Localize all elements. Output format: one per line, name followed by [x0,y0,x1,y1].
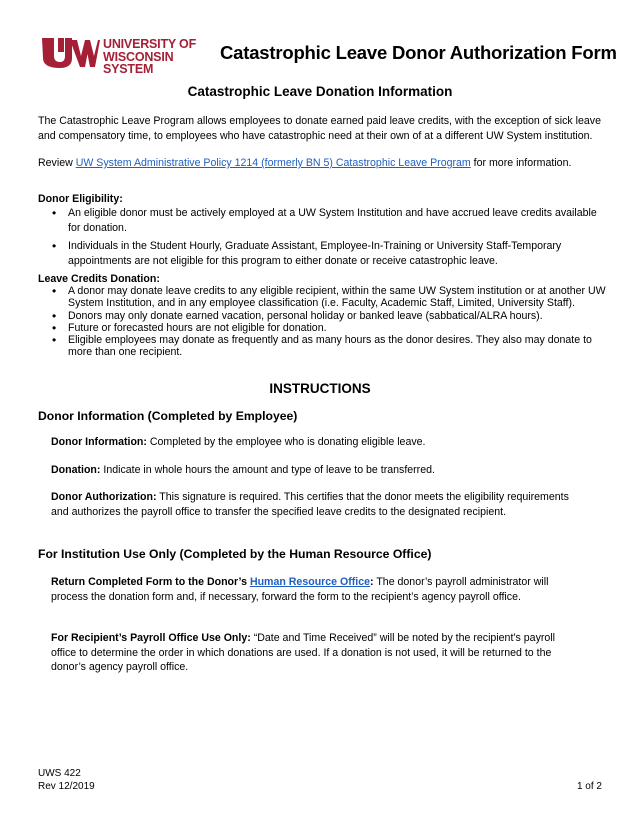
eligibility-heading: Donor Eligibility: [38,193,123,205]
logo-wordmark [103,38,210,76]
intro-paragraph: The Catastrophic Leave Program allows employees to donate earned paid leave credits, with the exception of sick leave and compensatory time, to employees who have catastrophic need at their own of at a different UW System institution. [38,115,601,142]
human-resource-office-link[interactable]: Human Resource Office [249,576,371,588]
info-heading: Catastrophic Leave Donation Information [187,84,453,99]
instruction-label: Donor Information: [51,436,147,448]
instruction-label-colon: : [370,576,374,588]
logo-line-2: WISCONSIN SYSTEM [103,49,174,76]
donor-section-heading: Donor Information (Completed by Employee) [38,409,298,423]
instructions-heading: INSTRUCTIONS [269,381,371,396]
form-number: UWS 422 [38,768,81,779]
credits-heading: Leave Credits Donation: [38,273,160,285]
review-suffix: for more information. [470,157,572,169]
instruction-label: Donation: [51,464,101,476]
institution-section-heading: For Institution Use Only (Completed by the Human Resource Office) [38,547,432,561]
list-item: • An eligible donor must be actively employed at a UW System Institution and have accrued leave credits available for donation. [38,206,608,235]
list-item: • A donor may donate leave credits to any eligible recipient, within the same UW System institution or at another UW System Institution, and in any employee classification (i.e. Faculty, Academic Staff, Limited, University Staff). [38,285,608,310]
eligibility-list [38,206,608,268]
instruction-return-form [51,575,571,604]
review-paragraph [38,156,608,171]
instruction-label: For Recipient’s Payroll Office Use Only: [51,632,251,644]
page-number: 1 of 2 [576,781,602,792]
uw-system-logo [40,36,210,76]
revision-date: Rev 12/2019 [38,781,95,792]
instruction-text: Completed by the employee who is donating eligible leave. [146,436,426,448]
list-item: • Future or forecasted hours are not eligible for donation. [38,322,608,334]
uw-logo-mark-icon [40,36,100,70]
instruction-text: Indicate in whole hours the amount and type of leave to be transferred. [100,464,435,476]
credits-list-block [38,285,608,359]
logo-line-1: UNIVERSITY OF [103,37,197,51]
instruction-text: The donor’s payroll administrator will process the donation form and, if necessary, forward the form to the recipient’s agency payroll office. [51,576,549,603]
credits-list [38,285,608,359]
list-item: • Individuals in the Student Hourly, Graduate Assistant, Employee-In-Training or University Staff-Temporary appointments are not eligible for this program to either donate or receive catastrophic leave. [38,239,608,268]
form-title: Catastrophic Leave Donor Authorization Form [220,42,617,63]
instruction-donation [51,463,571,478]
instruction-donor-information [51,435,571,450]
list-item: • Donors may only donate earned vacation, personal holiday or banked leave (sabbatical/ALRA hours). [38,310,608,322]
review-prefix: Review [38,157,76,169]
instruction-label: Return Completed Form to the Donor’s [51,576,250,588]
list-item: • Eligible employees may donate as frequently and as many hours as the donor desires. They also may donate to more than one recipient. [38,334,608,359]
instruction-text: This signature is required. This certifies that the donor meets the eligibility requirements and authorizes the payroll office to transfer the specified leave credits to the designated recipient. [51,491,569,518]
eligibility-list-block [38,206,608,268]
instruction-donor-authorization [51,490,571,519]
policy-1214-link[interactable]: UW System Administrative Policy 1214 (formerly BN 5) Catastrophic Leave Program [75,157,471,169]
instruction-text: “Date and Time Received” will be noted by the recipient’s payroll office to determine the order in which donations are used. If a donation is not used, it will be returned to the donor’s agency payroll office. [51,632,555,673]
instruction-label: Donor Authorization: [51,491,157,503]
instruction-recipient-payroll [51,631,571,675]
